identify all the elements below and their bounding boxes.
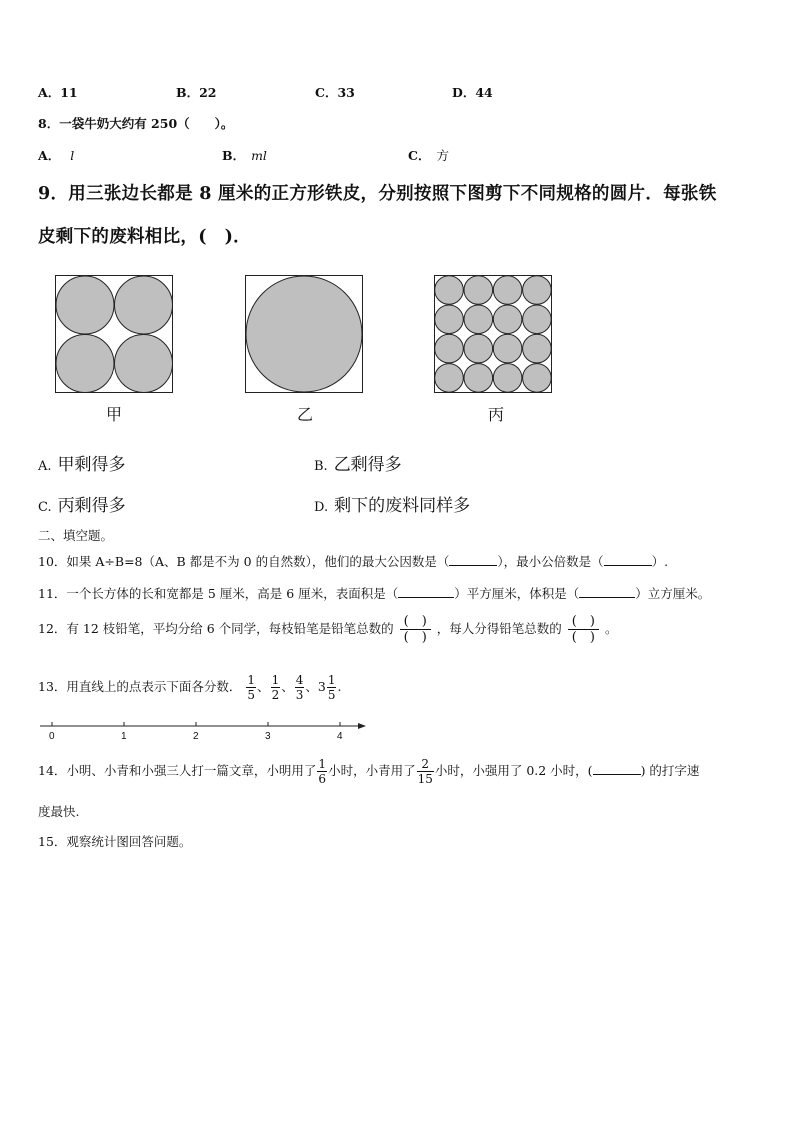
number-line-tick-2: 2 <box>193 731 199 742</box>
q12-fraction-1-den: ( ) <box>403 630 427 645</box>
q14-text-d: ) 的打字速 <box>640 763 700 778</box>
q14-fraction-1-den: 6 <box>318 772 327 786</box>
q12-text-a: 12．有 12 枝铅笔，平均分给 6 个同学，每枝铅笔是铅笔总数的 <box>38 621 394 636</box>
q7-option-b: B．22 <box>176 85 217 100</box>
q14-text-b: 小时，小青用了 <box>328 763 416 778</box>
q13-sep-1: 、 <box>257 679 270 694</box>
q13-question <box>38 674 341 701</box>
q8-option-b-letter: B． <box>222 148 246 163</box>
figure-jia <box>55 275 174 394</box>
q13-fraction-3 <box>295 674 305 701</box>
number-line-tick-1: 1 <box>121 731 127 742</box>
q13-mixed-whole: 3 <box>317 679 326 694</box>
q12-fraction-2-num: ( ) <box>568 614 599 630</box>
q15-question: 15．观察统计图回答问题。 <box>38 834 192 849</box>
q13-fraction-2-den: 2 <box>271 688 280 702</box>
q14-fraction-2-num: 2 <box>417 758 434 772</box>
q13-end: . <box>337 679 342 694</box>
q13-fraction-1-den: 5 <box>247 688 256 702</box>
q14-fraction-2-den: 15 <box>417 772 433 786</box>
q9-option-d-text: 剩下的废料同样多 <box>334 496 471 516</box>
q12-fraction-blank-1[interactable] <box>400 614 431 645</box>
q11-question <box>38 584 710 602</box>
q9-question-line1: 9．用三张边长都是 8 厘米的正方形铁皮，分别按照下图剪下不同规格的圆片．每张铁 <box>38 184 717 204</box>
figure-yi <box>245 275 364 394</box>
q8-option-c-value: 方 <box>436 148 449 163</box>
q12-text-b: ，每人分得铅笔总数的 <box>436 621 562 636</box>
q14-text-a: 14．小明、小青和小强三人打一篇文章，小明用了 <box>38 763 317 778</box>
q9-option-c-text: 丙剩得多 <box>57 496 126 516</box>
q8-question: 8．一袋牛奶大约有 250（ ）。 <box>38 116 234 131</box>
q14-text-c: 小时，小强用了 0.2 小时，( <box>434 763 593 778</box>
number-line-tick-0: 0 <box>49 731 55 742</box>
q12-fraction-1-num: ( ) <box>400 614 431 630</box>
q8-option-b-value: ml <box>251 148 267 163</box>
q13-fraction-2 <box>271 674 281 701</box>
q11-text-a: 11．一个长方体的长和宽都是 5 厘米，高是 6 厘米，表面积是（ <box>38 586 399 601</box>
q8-option-b <box>222 146 267 164</box>
number-line-tick-4: 4 <box>337 731 343 742</box>
q13-fraction-4 <box>327 674 337 701</box>
q9-option-b-letter: B. <box>314 459 328 474</box>
number-line-tick-3: 3 <box>265 731 271 742</box>
figure-yi-caption: 乙 <box>297 405 314 424</box>
q11-text-c: ）立方厘米。 <box>635 586 711 601</box>
q9-option-c-letter: C. <box>38 500 52 515</box>
q10-text-a: 10．如果 A÷B=8（A、B 都是不为 0 的自然数），他们的最大公因数是（ <box>38 554 450 569</box>
number-line <box>38 718 370 748</box>
q8-option-c-letter: C． <box>408 148 431 163</box>
q8-option-a <box>38 146 74 164</box>
q10-question <box>38 552 668 570</box>
q7-option-a: A．11 <box>38 85 78 100</box>
q13-fraction-3-num: 4 <box>295 673 304 687</box>
q9-option-d-letter: D. <box>314 500 329 515</box>
section-title-fill-in: 二、填空题。 <box>38 528 114 543</box>
q11-blank-2[interactable] <box>579 597 635 598</box>
q10-text-b: ），最小公倍数是（ <box>497 554 604 569</box>
q14-fraction-1 <box>317 758 327 785</box>
q9-option-a-letter: A. <box>38 459 52 474</box>
q13-sep-2: 、 <box>281 679 294 694</box>
q14-blank[interactable] <box>593 774 641 775</box>
q13-fraction-4-den: 5 <box>327 688 336 702</box>
q12-question <box>38 614 617 645</box>
q9-question-line2: 皮剩下的废料相比，( )． <box>38 227 251 247</box>
q14-question-line2: 度最快. <box>38 804 80 819</box>
q12-fraction-2-den: ( ) <box>571 630 595 645</box>
q13-fraction-1-num: 1 <box>247 673 256 687</box>
q12-fraction-blank-2[interactable] <box>568 614 599 645</box>
q11-blank-1[interactable] <box>398 597 454 598</box>
q9-option-b <box>314 450 402 475</box>
q14-fraction-2 <box>417 758 434 785</box>
q10-blank-2[interactable] <box>604 565 652 566</box>
q9-option-a-text: 甲剩得多 <box>57 455 126 475</box>
q13-text: 13．用直线上的点表示下面各分数． <box>38 679 242 694</box>
q13-fraction-4-num: 1 <box>327 673 336 687</box>
figure-bing-caption: 丙 <box>488 405 505 424</box>
q13-fraction-3-den: 3 <box>295 688 304 702</box>
q13-fraction-1 <box>246 674 256 701</box>
q13-sep-3: 、 <box>305 679 318 694</box>
figure-jia-caption: 甲 <box>106 405 123 424</box>
q9-option-c <box>38 491 126 516</box>
q8-option-a-value: l <box>70 148 75 163</box>
q12-text-c: 。 <box>604 621 618 636</box>
q11-text-b: ）平方厘米，体积是（ <box>454 586 580 601</box>
q9-option-b-text: 乙剩得多 <box>333 455 402 475</box>
q9-option-d <box>314 491 470 516</box>
q7-option-c: C．33 <box>315 85 355 100</box>
q13-fraction-2-num: 1 <box>271 673 280 687</box>
figure-bing <box>434 275 553 394</box>
q8-option-c <box>408 146 449 164</box>
q14-question-line1 <box>38 758 699 785</box>
q8-option-a-letter: A． <box>38 148 61 163</box>
q7-option-d: D．44 <box>452 85 493 100</box>
q10-text-c: ）. <box>651 554 669 569</box>
q10-blank-1[interactable] <box>449 565 497 566</box>
q14-fraction-1-num: 1 <box>318 757 327 771</box>
q9-option-a <box>38 450 126 475</box>
